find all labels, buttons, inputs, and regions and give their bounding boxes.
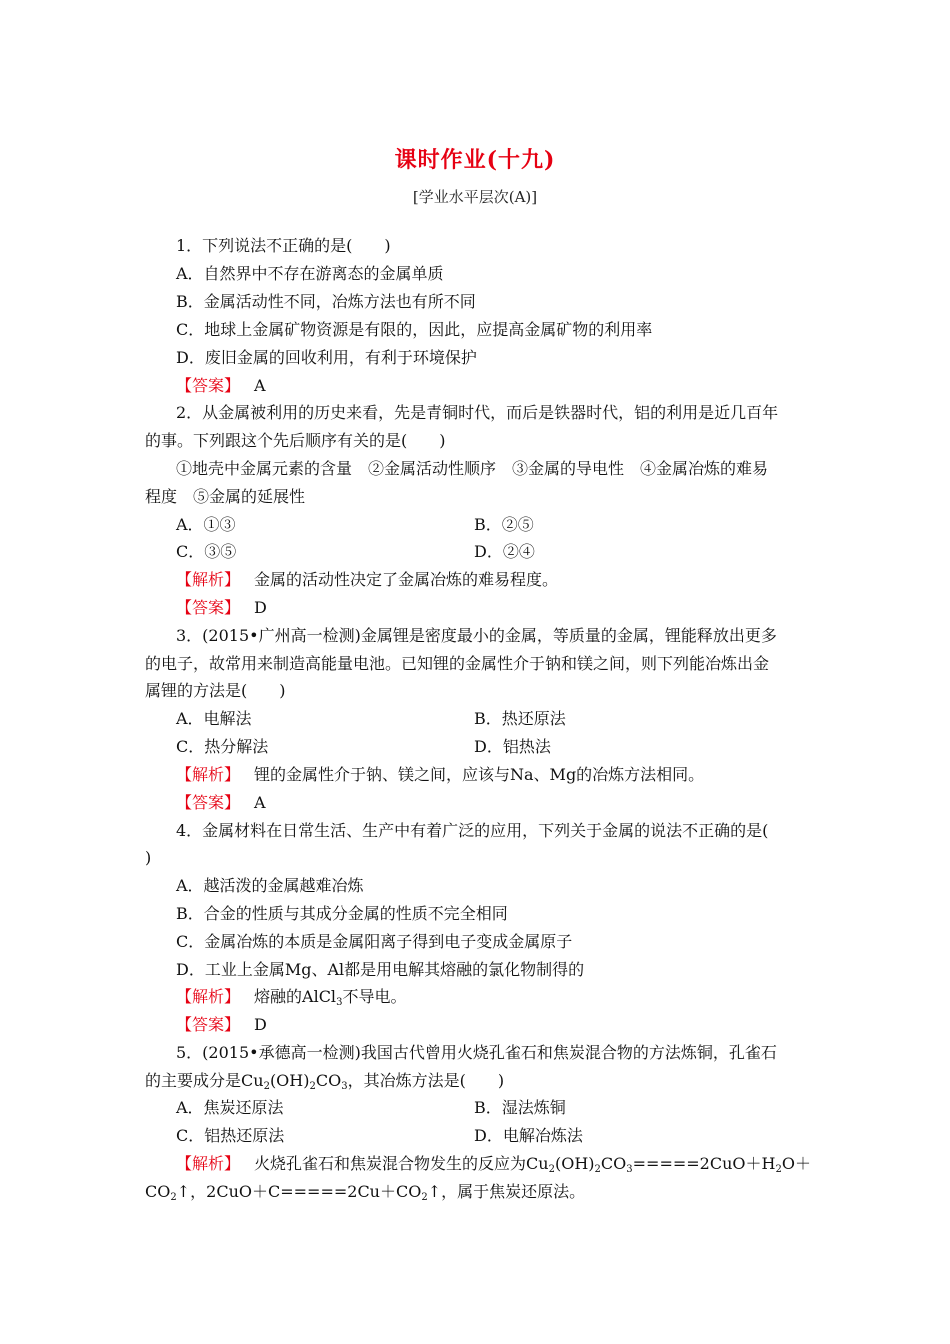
q3-stem-line2: 的电子，故常用来制造高能量电池。已知锂的金属性介于钠和镁之间，则下列能冶炼出金: [145, 654, 770, 673]
q4-stem-line2: ): [145, 848, 152, 867]
q4-stem-line1: 4．金属材料在日常生活、生产中有着广泛的应用，下列关于金属的说法不正确的是(: [176, 821, 769, 840]
q2-items-line2: 程度 ⑤金属的延展性: [145, 487, 306, 506]
q2-option-b: B．②⑤: [474, 515, 534, 534]
q2-option-c: C．③⑤: [176, 542, 237, 561]
q4-analysis: [176, 987, 406, 1007]
page-subtitle: [学业水平层次(A)]: [412, 188, 538, 206]
q3-stem-line1: 3．(2015•广州高一检测)金属锂是密度最小的金属，等质量的金属，锂能释放出更多: [176, 626, 777, 645]
analysis-text: 火烧孔雀石和焦炭混合物发生的反应为$Cu_2(OH)_2CO_3=====2CuO+H_2O+$: [254, 1154, 811, 1175]
q3-analysis: [176, 765, 704, 785]
q5-option-b: B．湿法炼铜: [474, 1098, 566, 1117]
q5-analysis-line2: $CO_2↑$，$2CuO+C=====2Cu+CO_2↑$，属于焦炭还原法。: [145, 1182, 586, 1203]
q5-analysis-line1: [176, 1154, 811, 1174]
q3-option-c: C．热分解法: [176, 737, 269, 756]
analysis-tag: 【解析】: [176, 570, 241, 589]
q2-stem-line2: 的事。下列跟这个先后顺序有关的是( ): [145, 431, 446, 450]
answer-value: A: [254, 793, 266, 812]
q4-option-a: A．越活泼的金属越难冶炼: [176, 876, 364, 895]
answer-value: D: [254, 1015, 267, 1034]
q2-option-a: A．①③: [176, 515, 236, 534]
analysis-text: 金属的活动性决定了金属冶炼的难易程度。: [254, 570, 559, 589]
q2-analysis: [176, 570, 558, 590]
analysis-text: 熔融的AlCl$_3$不导电。: [254, 987, 407, 1008]
q1-option-a: A．自然界中不存在游离态的金属单质: [176, 264, 444, 283]
answer-tag: 【答案】: [176, 598, 241, 617]
q3-answer: [176, 793, 266, 813]
q4-option-c: C．金属冶炼的本质是金属阳离子得到电子变成金属原子: [176, 932, 573, 951]
q3-option-a: A．电解法: [176, 709, 252, 728]
q5-option-c: C．铝热还原法: [176, 1126, 285, 1145]
answer-value: D: [254, 598, 267, 617]
q3-option-d: D．铝热法: [474, 737, 551, 756]
analysis-tag: 【解析】: [176, 765, 241, 784]
q4-option-b: B．合金的性质与其成分金属的性质不完全相同: [176, 904, 508, 923]
q2-option-d: D．②④: [474, 542, 535, 561]
analysis-text: 锂的金属性介于钠、镁之间，应该与Na、Mg的冶炼方法相同。: [254, 765, 705, 784]
answer-tag: 【答案】: [176, 376, 241, 395]
q4-option-d: D．工业上金属Mg、Al都是用电解其熔融的氯化物制得的: [176, 960, 585, 979]
answer-tag: 【答案】: [176, 1015, 241, 1034]
q4-answer: [176, 1015, 267, 1035]
q1-stem: 1．下列说法不正确的是( ): [176, 236, 391, 255]
q1-answer: [176, 376, 266, 396]
page-title: 课时作业(十九): [394, 147, 556, 173]
q1-option-b: B．金属活动性不同，冶炼方法也有所不同: [176, 292, 476, 311]
q2-stem-line1: 2．从金属被利用的历史来看，先是青铜时代，而后是铁器时代，铝的利用是近几百年: [176, 403, 779, 422]
analysis-tag: 【解析】: [176, 1154, 241, 1173]
q5-option-a: A．焦炭还原法: [176, 1098, 284, 1117]
q2-answer: [176, 598, 267, 618]
q5-stem-line1: 5．(2015•承德高一检测)我国古代曾用火烧孔雀石和焦炭混合物的方法炼铜，孔雀石: [176, 1043, 777, 1062]
answer-value: A: [254, 376, 266, 395]
q5-stem-line2: 的主要成分是$Cu_2(OH)_2CO_3$，其冶炼方法是( ): [145, 1071, 505, 1092]
answer-tag: 【答案】: [176, 793, 241, 812]
q2-items-line1: ①地壳中金属元素的含量 ②金属活动性顺序 ③金属的导电性 ④金属冶炼的难易: [176, 459, 769, 478]
q1-option-c: C．地球上金属矿物资源是有限的，因此，应提高金属矿物的利用率: [176, 320, 653, 339]
q3-option-b: B．热还原法: [474, 709, 566, 728]
q5-option-d: D．电解冶炼法: [474, 1126, 583, 1145]
analysis-tag: 【解析】: [176, 987, 241, 1006]
q3-stem-line3: 属锂的方法是( ): [145, 681, 286, 700]
q1-option-d: D．废旧金属的回收利用，有利于环境保护: [176, 348, 477, 367]
